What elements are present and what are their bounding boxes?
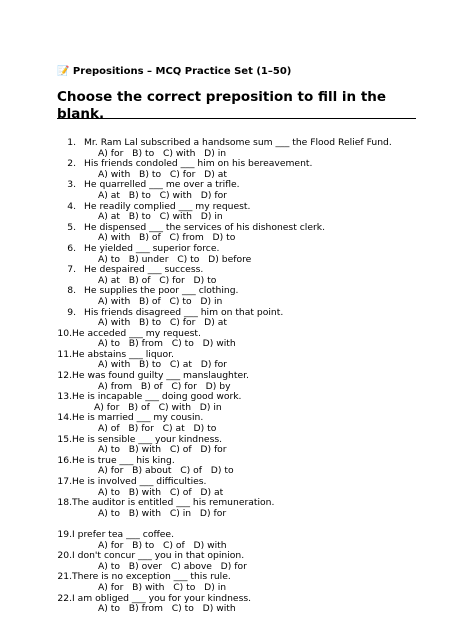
- question-text: I am obliged ___ you for your kindness.: [72, 592, 252, 604]
- question-item: [0, 244, 474, 265]
- question-stem: [0, 308, 474, 319]
- question-number: 2.: [67, 158, 76, 170]
- question-stem: [0, 138, 474, 149]
- question-text: He was found guilty ___ manslaughter.: [72, 370, 249, 382]
- question-item: [0, 435, 474, 456]
- question-stem: [0, 329, 474, 340]
- question-stem: [0, 350, 474, 361]
- answer-options: A) with B) to C) for D) at: [98, 317, 227, 329]
- answer-options: A) to B) with C) in D) for: [98, 507, 227, 519]
- page-title: Choose the correct preposition to fill in the blank.: [57, 89, 387, 122]
- question-stem: [0, 371, 474, 382]
- question-item: [0, 530, 474, 551]
- question-item: [0, 371, 474, 392]
- question-text: There is no exception ___ this rule.: [72, 571, 231, 583]
- question-stem: [0, 180, 474, 191]
- question-text: He quarrelled ___ me over a trifle.: [84, 179, 240, 191]
- question-stem: [0, 456, 474, 467]
- question-text: He dispensed ___ the services of his dishonest clerk.: [84, 221, 326, 233]
- question-stem: [0, 572, 474, 583]
- question-number: 10.: [57, 327, 72, 339]
- answer-options: A) from B) of C) for D) by: [98, 380, 231, 392]
- question-number: 19.: [57, 528, 72, 540]
- answer-options: A) at B) to C) with D) in: [98, 211, 223, 223]
- question-stem: [0, 392, 474, 403]
- question-item: [0, 265, 474, 286]
- answer-options: A) to B) over C) above D) for: [98, 560, 247, 572]
- question-text: He abstains ___ liquor.: [72, 348, 174, 360]
- question-item: [0, 180, 474, 201]
- question-stem: [0, 594, 474, 605]
- question-item: [0, 350, 474, 371]
- question-number: 7.: [67, 264, 76, 276]
- question-text: He is married ___ my cousin.: [72, 412, 204, 424]
- question-stem: [0, 265, 474, 276]
- answer-options: A) at B) of C) for D) to: [98, 274, 217, 286]
- question-item: [0, 159, 474, 180]
- question-number: 12.: [57, 370, 72, 382]
- question-item: [0, 329, 474, 350]
- question-number: 18.: [57, 497, 72, 509]
- question-number: 21.: [57, 571, 72, 583]
- question-number: 16.: [57, 454, 72, 466]
- question-item: [0, 223, 474, 244]
- question-number: 9.: [67, 306, 76, 318]
- answer-options: A) for B) of C) with D) in: [94, 401, 222, 413]
- answer-options: A) for B) with C) to D) in: [98, 581, 227, 593]
- question-stem: [0, 530, 474, 541]
- question-text: He supplies the poor ___ clothing.: [84, 285, 239, 297]
- answer-options: A) of B) for C) at D) to: [98, 423, 217, 435]
- question-text: The auditor is entitled ___ his remuneration.: [72, 497, 275, 509]
- question-item: [0, 594, 474, 615]
- question-text: His friends condoled ___ him on his bereavement.: [84, 158, 313, 170]
- answer-options: A) to B) with C) of D) for: [98, 444, 227, 456]
- question-stem: [0, 413, 474, 424]
- question-item: [0, 138, 474, 159]
- question-number: 14.: [57, 412, 72, 424]
- question-stem: [0, 159, 474, 170]
- question-stem: [0, 477, 474, 488]
- question-text: I don't concur ___ you in that opinion.: [72, 550, 245, 562]
- question-stem: [0, 498, 474, 509]
- question-item: [0, 456, 474, 477]
- question-text: He readily complied ___ my request.: [84, 200, 251, 212]
- answer-options: A) to B) under C) to D) before: [98, 253, 252, 265]
- question-item: [0, 477, 474, 498]
- answer-options: A) for B) to C) of D) with: [98, 539, 227, 551]
- question-text: He yielded ___ superior force.: [84, 242, 220, 254]
- answer-options: A) for B) about C) of D) to: [98, 465, 234, 477]
- question-text: His friends disagreed ___ him on that point.: [84, 306, 284, 318]
- question-number: 8.: [67, 285, 76, 297]
- question-text: He is true ___ his king.: [72, 454, 175, 466]
- question-text: He is incapable ___ doing good work.: [72, 391, 242, 403]
- question-item: [0, 286, 474, 307]
- question-number: 17.: [57, 476, 72, 487]
- question-item: [0, 202, 474, 223]
- title-divider: [57, 118, 416, 119]
- answer-options: A) to B) from C) to D) with: [98, 603, 236, 615]
- question-item: [0, 551, 474, 572]
- question-text: He acceded ___ my request.: [72, 327, 201, 339]
- answer-options: A) at B) to C) with D) for: [98, 189, 227, 201]
- question-stem: [0, 286, 474, 297]
- practice-set-heading: 📝 Prepositions – MCQ Practice Set (1–50): [57, 66, 292, 77]
- question-item: [0, 392, 474, 413]
- question-number: 5.: [67, 221, 76, 233]
- question-stem: [0, 202, 474, 213]
- answer-options: A) with B) to C) at D) for: [98, 359, 227, 371]
- question-text: He is involved ___ difficulties.: [72, 476, 207, 487]
- question-list: [0, 138, 474, 615]
- question-number: 3.: [67, 179, 76, 191]
- question-number: 4.: [67, 200, 76, 212]
- question-number: 20.: [57, 550, 72, 562]
- question-stem: [0, 435, 474, 446]
- question-text: Mr. Ram Lal subscribed a handsome sum ___ the Flood Relief Fund.: [84, 137, 392, 148]
- question-item: [0, 308, 474, 329]
- question-stem: [0, 244, 474, 255]
- question-number: 22.: [57, 592, 72, 604]
- answer-options: A) with B) to C) for D) at: [98, 168, 227, 180]
- question-stem: [0, 223, 474, 234]
- question-number: 6.: [67, 242, 76, 254]
- answer-options: A) to B) with C) of D) at: [98, 486, 224, 498]
- question-item: [0, 413, 474, 434]
- question-text: I prefer tea ___ coffee.: [72, 528, 175, 540]
- answer-options: A) for B) to C) with D) in: [98, 147, 227, 159]
- question-number: 11.: [57, 348, 72, 360]
- answer-options: A) with B) of C) to D) in: [98, 295, 223, 307]
- answer-options: A) to B) from C) to D) with: [98, 338, 236, 350]
- question-number: 15.: [57, 433, 72, 445]
- question-number: 13.: [57, 391, 72, 403]
- question-text: He is sensible ___ your kindness.: [72, 433, 223, 445]
- question-item: [0, 498, 474, 519]
- question-item: [0, 572, 474, 593]
- question-text: He despaired ___ success.: [84, 264, 204, 276]
- question-number: 1.: [67, 137, 76, 148]
- answer-options: A) with B) of C) from D) to: [98, 232, 236, 244]
